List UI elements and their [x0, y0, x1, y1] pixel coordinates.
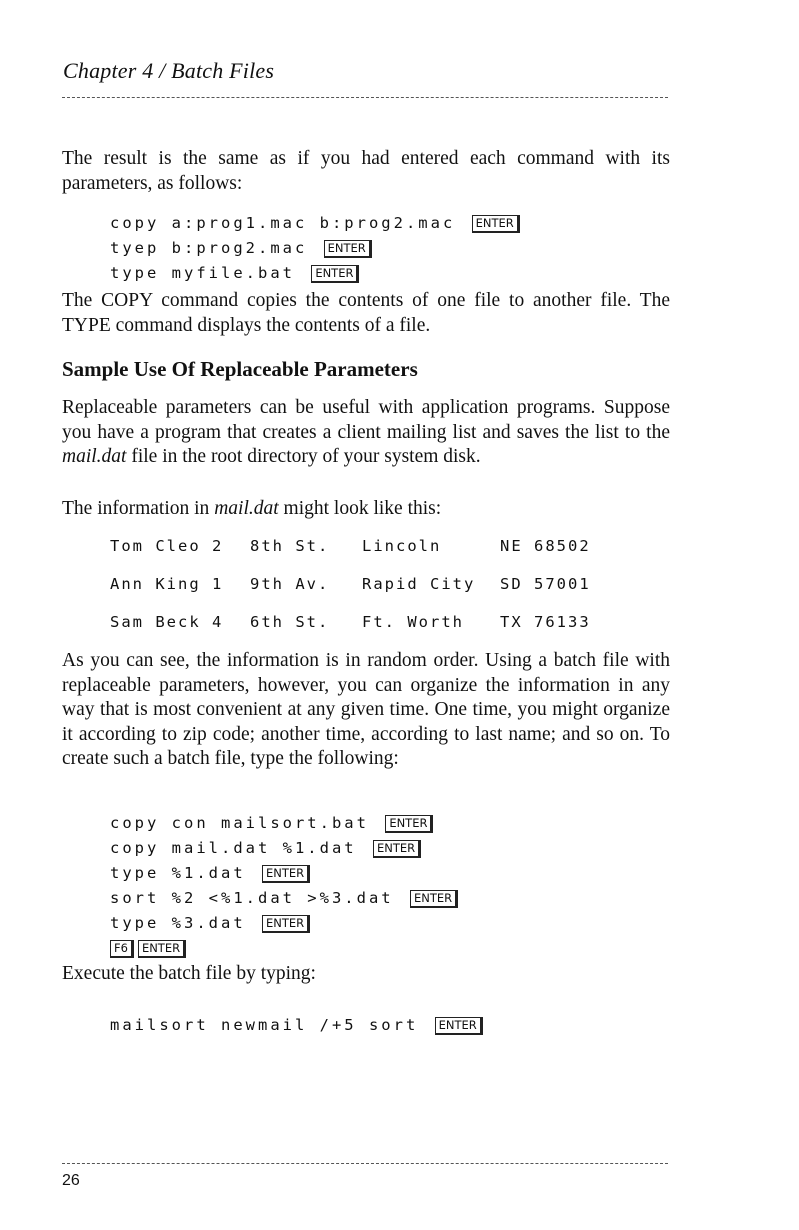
city-cell: Rapid City [362, 575, 476, 593]
table-row [110, 575, 591, 613]
code-line [110, 1013, 483, 1038]
code-line [110, 811, 458, 836]
section-heading: Sample Use Of Replaceable Parameters [62, 357, 418, 381]
state-zip-cell: SD 57001 [500, 575, 591, 593]
enter-key: ENTER [435, 1017, 483, 1035]
mail-table [110, 537, 591, 651]
enter-key: ENTER [410, 890, 458, 908]
info-text-1: The information in [62, 498, 215, 519]
name-cell: Sam Beck 4 [110, 613, 224, 631]
enter-key: ENTER [138, 940, 186, 958]
intro-paragraph: The result is the same as if you had entered each command with its parameters, as follows: [62, 148, 670, 194]
code-line [110, 211, 520, 236]
enter-key: ENTER [262, 865, 310, 883]
command-text: copy mail.dat %1.dat [110, 839, 369, 857]
name-cell: Ann King 1 [110, 575, 224, 593]
command-text: type %1.dat [110, 864, 258, 882]
section-text-2: file in the root directory of your system disk. [126, 446, 481, 467]
section-paragraph [62, 396, 670, 470]
page-number: 26 [62, 1172, 80, 1189]
code-line [110, 911, 458, 936]
command-text: tyep b:prog2.mac [110, 239, 320, 257]
code-line [110, 261, 520, 286]
info-text-2: might look like this: [278, 498, 442, 519]
command-text: sort %2 <%1.dat >%3.dat [110, 889, 406, 907]
city-cell: Ft. Worth [362, 613, 464, 631]
info-paragraph [62, 497, 670, 522]
street-cell: 9th Av. [250, 575, 330, 593]
command-text: copy con mailsort.bat [110, 814, 382, 832]
section-text-1: Replaceable parameters can be useful with application programs. Suppose you have a program that creates a client mailing list and saves the list to the [62, 397, 670, 443]
f6-key: F6 [110, 940, 134, 958]
enter-key: ENTER [373, 840, 421, 858]
enter-key: ENTER [385, 815, 433, 833]
enter-key: ENTER [472, 215, 520, 233]
command-text: type myfile.bat [110, 264, 308, 282]
code-block-2 [110, 811, 458, 961]
command-text: mailsort newmail /+5 sort [110, 1016, 431, 1034]
enter-key: ENTER [311, 265, 359, 283]
section-filename: mail.dat [62, 446, 127, 467]
header-rule [62, 97, 668, 98]
code-line [110, 236, 520, 261]
code-line [110, 861, 458, 886]
table-row [110, 537, 591, 575]
state-zip-cell: NE 68502 [500, 537, 591, 555]
command-text: type %3.dat [110, 914, 258, 932]
state-zip-cell: TX 76133 [500, 613, 591, 631]
name-cell: Tom Cleo 2 [110, 537, 224, 555]
command-text: copy a:prog1.mac b:prog2.mac [110, 214, 468, 232]
code-line [110, 936, 458, 961]
code-block-3 [110, 1013, 483, 1038]
street-cell: 8th St. [250, 537, 330, 555]
street-cell: 6th St. [250, 613, 330, 631]
enter-key: ENTER [324, 240, 372, 258]
code-line [110, 886, 458, 911]
enter-key: ENTER [262, 915, 310, 933]
city-cell: Lincoln [362, 537, 442, 555]
table-row [110, 613, 591, 651]
info-filename: mail.dat [214, 498, 279, 519]
random-order-paragraph: As you can see, the information is in random order. Using a batch file with replaceable parameters, however, you can organize the information in any way that is most convenient at any given time. One time, you might organize it according to zip code; another time, according to last name; and so on. To create such a batch file, type the following: [62, 650, 670, 769]
execute-paragraph: Execute the batch file by typing: [62, 963, 316, 984]
code-line [110, 836, 458, 861]
chapter-header: Chapter 4 / Batch Files [63, 58, 275, 83]
copy-type-paragraph: The COPY command copies the contents of one file to another file. The TYPE command displays the contents of a file. [62, 290, 670, 336]
footer-rule [62, 1163, 668, 1164]
code-block-1 [110, 211, 520, 286]
